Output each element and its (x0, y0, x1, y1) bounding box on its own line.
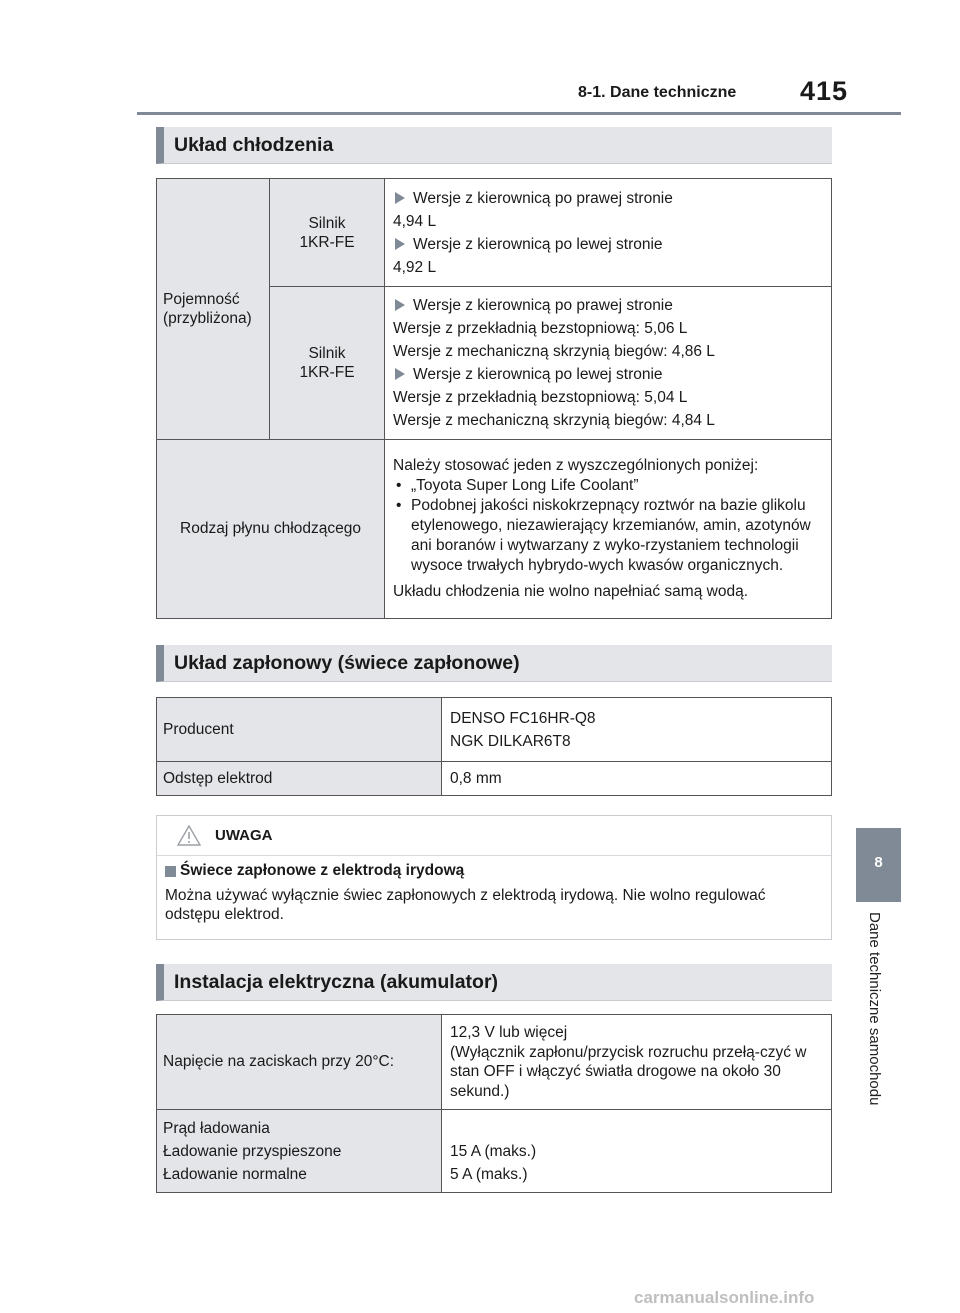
bullet-dot-icon: • (396, 497, 402, 514)
charging-current-label: Prąd ładowania (163, 1119, 270, 1137)
notice-header (157, 816, 831, 856)
header-rule (137, 112, 901, 115)
square-bullet-icon (165, 866, 176, 877)
capacity-values-a (385, 179, 832, 287)
cooling-table (156, 178, 832, 619)
spark-plug-model: NGK DILKAR6T8 (450, 732, 571, 750)
capacity-value: Wersje z mechaniczną skrzynią biegów: 4,84 L (393, 412, 715, 429)
notice-heading: UWAGA (215, 827, 273, 844)
chapter-label: Dane techniczne samochodu (866, 912, 883, 1106)
capacity-value: 4,94 L (393, 212, 437, 230)
capacity-value: 4,92 L (393, 258, 437, 276)
coolant-intro: Należy stosować jeden z wyszczególnionych poniżej: (393, 457, 759, 474)
coolant-warning: Układu chłodzenia nie wolno napełniać samą wodą. (393, 583, 749, 600)
notice-subheading (157, 856, 831, 880)
fast-charge-label: Ładowanie przyspieszone (163, 1142, 342, 1160)
electrical-table (156, 1014, 832, 1193)
triangle-bullet-icon (395, 192, 405, 204)
charging-labels (157, 1110, 442, 1193)
capacity-value: Wersje z przekładnią bezstopniową: 5,06 L (393, 320, 688, 337)
notice-subheading-text: Świece zapłonowe z elektrodą irydową (180, 862, 465, 879)
lhd-heading: Wersje z kierownicą po lewej stronie (413, 366, 663, 383)
gap-value: 0,8 mm (442, 762, 832, 796)
fast-charge-value: 15 A (maks.) (450, 1142, 537, 1160)
triangle-bullet-icon (395, 368, 405, 380)
rhd-heading: Wersje z kierownicą po prawej stronie (413, 189, 673, 207)
chapter-tab: 8 (856, 828, 901, 902)
electrical-section-title: Instalacja elektryczna (akumulator) (156, 964, 832, 1001)
engine-label: Silnik 1KR-FE (270, 287, 385, 440)
triangle-bullet-icon (395, 238, 405, 250)
gap-label: Odstęp elektrod (157, 762, 442, 796)
normal-charge-value: 5 A (maks.) (450, 1165, 528, 1183)
bullet-dot-icon: • (396, 477, 402, 494)
rhd-heading: Wersje z kierownicą po prawej stronie (413, 297, 673, 314)
coolant-option: Podobnej jakości niskokrzepnący roztwór na bazie glikolu etylenowego, niezawierający krzemianów, amin, azotynów ani boranów i wytwarzany z wyko-rzystaniem technologii wysoce trwałych hybrydo-wych kwasów organicznych. (411, 497, 811, 574)
ignition-table (156, 697, 832, 796)
watermark: carmanualsonline.info (634, 1288, 815, 1307)
charging-values (442, 1110, 832, 1193)
voltage-label: Napięcie na zaciskach przy 20°C: (157, 1015, 442, 1110)
page-number: 415 (800, 76, 849, 106)
capacity-values-b (385, 287, 832, 440)
producer-label: Producent (157, 698, 442, 762)
ignition-section-title: Układ zapłonowy (świece zapłonowe) (156, 645, 832, 682)
coolant-option: „Toyota Super Long Life Coolant” (411, 477, 639, 494)
capacity-value: Wersje z mechaniczną skrzynią biegów: 4,86 L (393, 343, 715, 360)
producer-values (442, 698, 832, 762)
triangle-bullet-icon (395, 299, 405, 311)
cooling-section-title: Układ chłodzenia (156, 127, 832, 164)
voltage-value: 12,3 V lub więcej (Wyłącznik zapłonu/przycisk rozruchu przełą-czyć w stan OFF i włączyć światła drogowe na około 30 sekund.) (442, 1015, 832, 1110)
capacity-value: Wersje z przekładnią bezstopniową: 5,04 L (393, 389, 688, 406)
notice-box (156, 815, 832, 940)
notice-text: Można używać wyłącznie świec zapłonowych z elektrodą irydową. Nie wolno regulować odstępu elektrod. (165, 887, 766, 923)
coolant-type-values (385, 440, 832, 619)
normal-charge-label: Ładowanie normalne (163, 1165, 307, 1183)
lhd-heading: Wersje z kierownicą po lewej stronie (413, 235, 663, 253)
coolant-type-label: Rodzaj płynu chłodzącego (157, 440, 385, 619)
engine-label: Silnik 1KR-FE (270, 179, 385, 287)
header-section-title: 8-1. Dane techniczne (578, 84, 737, 101)
warning-icon (177, 825, 201, 846)
spark-plug-model: DENSO FC16HR-Q8 (450, 709, 596, 727)
capacity-label: Pojemność (przybliżona) (157, 179, 270, 440)
